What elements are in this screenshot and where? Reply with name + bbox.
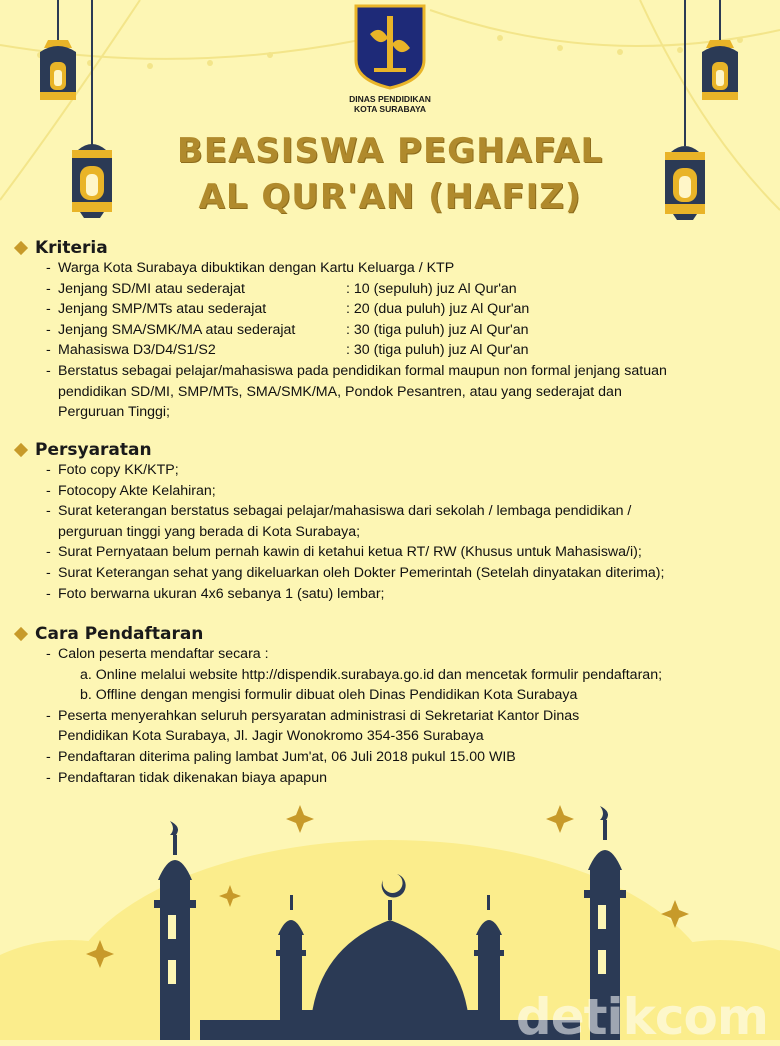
list-item: - Mahasiswa D3/D4/S1/S2 : 30 (tiga puluh) juz Al Qur'an (46, 342, 529, 359)
cara-heading (12, 624, 772, 644)
kriteria-section (12, 238, 772, 423)
list-item: - Peserta menyerahkan seluruh persyaratan administrasi di Sekretariat Kantor Dinas (46, 707, 580, 724)
list-item: - Jenjang SMP/MTs atau sederajat : 20 (dua puluh) juz Al Qur'an (46, 301, 530, 318)
list-item: - Fotocopy Akte Kelahiran; (46, 482, 216, 499)
list-item: - Jenjang SD/MI atau sederajat : 10 (sepuluh) juz Al Qur'an (46, 280, 517, 297)
list-item: - Foto copy KK/KTP; (46, 462, 179, 478)
sub-item-offline: b. Offline dengan mengisi formulir dibuat oleh Dinas Pendidikan Kota Surabaya (80, 687, 578, 704)
list-item: - Jenjang SMA/SMK/MA atau sederajat : 30 (tiga puluh) juz Al Qur'an (46, 321, 529, 338)
kriteria-heading-text: Kriteria (35, 238, 108, 258)
list-item-continuation: pendidikan SD/MI, SMP/MTs, SMA/SMK/MA, Pondok Pesantren, atau yang sederajat dan (58, 383, 622, 400)
agency-line-1: DINAS PENDIDIKAN (349, 94, 431, 104)
kriteria-heading (12, 238, 772, 258)
list-item: - Pendaftaran tidak dikenakan biaya apapun (46, 769, 327, 786)
list-item: - Surat keterangan berstatus sebagai pelajar/mahasiswa dari sekolah / lembaga pendidikan / (46, 503, 632, 520)
list-item-continuation: Pendidikan Kota Surabaya, Jl. Jagir Wonokromo 354-356 Surabaya (58, 728, 484, 745)
diamond-bullet-icon (14, 627, 28, 641)
list-item: - Surat Keterangan sehat yang dikeluarkan oleh Dokter Pemerintah (Setelah dinyatakan diterima); (46, 564, 665, 581)
persyaratan-heading (12, 440, 772, 460)
agency-name (300, 94, 480, 114)
list-item-continuation: Perguruan Tinggi; (58, 404, 170, 421)
list-item: - Foto berwarna ukuran 4x6 sebanya 1 (satu) lembar; (46, 585, 385, 602)
lantern-icon (40, 0, 76, 100)
list-item: - Calon peserta mendaftar secara : (46, 646, 269, 662)
sub-item-online: a. Online melalui website http://dispendik.surabaya.go.id dan mencetak formulir pendaftaran; (80, 666, 663, 683)
diamond-bullet-icon (14, 443, 28, 457)
watermark: detikcom (515, 988, 768, 1046)
list-item: - Warga Kota Surabaya dibuktikan dengan Kartu Keluarga / KTP (46, 260, 455, 276)
surabaya-emblem-icon (354, 4, 426, 90)
list-item: - Berstatus sebagai pelajar/mahasiswa pada pendidikan formal maupun non formal jenjang satuan (46, 362, 667, 379)
page-title (120, 128, 660, 220)
title-line-1: BEASISWA PEGHAFAL (176, 131, 604, 171)
agency-line-2: KOTA SURABAYA (353, 104, 427, 114)
list-item: - Pendaftaran diterima paling lambat Jum'at, 06 Juli 2018 pukul 15.00 WIB (46, 748, 516, 765)
cara-pendaftaran-section (12, 624, 772, 788)
persyaratan-section (12, 440, 772, 604)
list-item-continuation: perguruan tinggi yang berada di Kota Surabaya; (58, 523, 361, 540)
diamond-bullet-icon (14, 241, 28, 255)
cara-heading-text: Cara Pendaftaran (35, 624, 204, 644)
title-line-2: AL QUR'AN (HAFIZ) (198, 177, 582, 217)
persyaratan-heading-text: Persyaratan (35, 440, 152, 460)
list-item: - Surat Pernyataan belum pernah kawin di ketahui ketua RT/ RW (Khusus untuk Mahasiswa/i); (46, 544, 642, 561)
